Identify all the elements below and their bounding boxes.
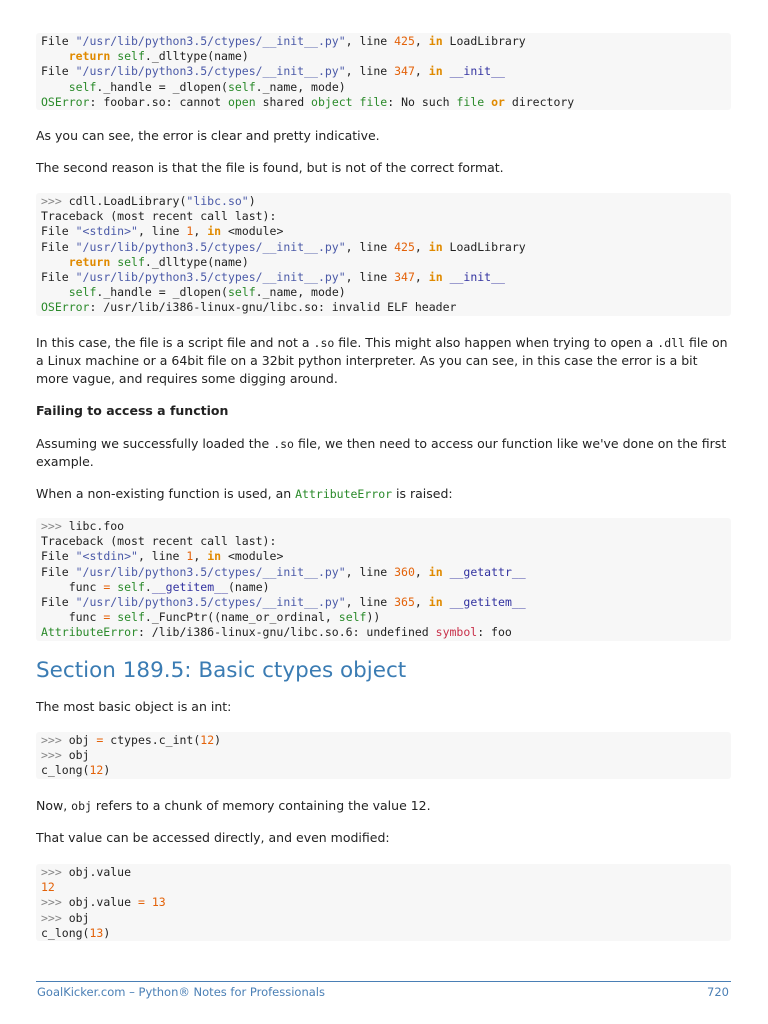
code-line: File "/usr/lib/python3.5/ctypes/__init__.py", line 347, in __init__ <box>41 269 505 284</box>
code-line: return self._dlltype(name) <box>68 49 249 64</box>
code-line: >>> obj = ctypes.c_int(12) <box>41 733 222 747</box>
code-line: File "/usr/lib/python3.5/ctypes/__init__.py", line 425, in LoadLibrary <box>41 239 526 254</box>
code-line: self._handle = _dlopen(self._name, mode) <box>68 79 346 94</box>
code-line: AttributeError: /lib/i386-linux-gnu/libc.so.6: undefined symbol: foo <box>41 625 512 640</box>
paragraph: In this case, the file is a script file and not a .so file. This might also happen when trying to open a .dll file on a Linux machine or a 64bit file on a 32bit python interpreter. As you can see, in this case the error is a bit more vague, and requires some digging around. <box>36 335 728 386</box>
code-line: self._handle = _dlopen(self._name, mode) <box>68 285 346 300</box>
code-line: File "/usr/lib/python3.5/ctypes/__init__.py", line 425, in LoadLibrary <box>41 34 526 48</box>
code-line: OSError: foobar.so: cannot open shared object file: No such file or directory <box>41 94 575 109</box>
code-line: >>> obj.value <box>41 865 132 879</box>
code-line: >>> obj <box>41 910 90 925</box>
section-title: Section 189.5: Basic ctypes object <box>36 658 407 683</box>
code-line: func = self.__getitem__(name) <box>41 579 270 594</box>
code-line: File "<stdin>", line 1, in <module> <box>41 549 284 564</box>
code-block-oserror-invalid-elf <box>36 193 731 316</box>
code-line: 12 <box>41 880 55 895</box>
code-line: File "/usr/lib/python3.5/ctypes/__init__.py", line 365, in __getitem__ <box>41 594 526 609</box>
code-block-oserror-not-found <box>36 33 731 110</box>
code-block-value-modify <box>36 864 731 941</box>
paragraph: That value can be accessed directly, and even modified: <box>36 830 390 845</box>
page-number: 720 <box>707 985 729 999</box>
footer-source-link[interactable]: GoalKicker.com – Python® Notes for Professionals <box>37 985 325 999</box>
code-line: >>> cdll.LoadLibrary("libc.so") <box>41 194 256 208</box>
code-line: >>> obj <box>41 748 90 763</box>
paragraph: The second reason is that the file is found, but is not of the correct format. <box>36 160 504 175</box>
page-footer <box>36 981 731 999</box>
code-line: >>> obj.value = 13 <box>41 895 166 910</box>
paragraph: The most basic object is an int: <box>36 699 232 714</box>
paragraph: Now, obj refers to a chunk of memory containing the value 12. <box>36 798 431 813</box>
code-block-attributeerror <box>36 518 731 641</box>
paragraph: As you can see, the error is clear and pretty indicative. <box>36 128 380 143</box>
code-line: >>> libc.foo <box>41 519 125 533</box>
code-line: c_long(12) <box>41 763 111 778</box>
code-line: Traceback (most recent call last): <box>41 209 277 224</box>
code-line: OSError: /usr/lib/i386-linux-gnu/libc.so: invalid ELF header <box>41 300 457 315</box>
code-line: File "<stdin>", line 1, in <module> <box>41 224 284 239</box>
paragraph: When a non-existing function is used, an AttributeError is raised: <box>36 486 453 501</box>
code-line: c_long(13) <box>41 925 111 940</box>
code-line: File "/usr/lib/python3.5/ctypes/__init__.py", line 347, in __init__ <box>41 64 505 79</box>
code-line: Traceback (most recent call last): <box>41 534 277 549</box>
paragraph: Assuming we successfully loaded the .so file, we then need to access our function like we've done on the first example. <box>36 436 727 469</box>
code-block-c-int <box>36 732 731 779</box>
code-line: File "/usr/lib/python3.5/ctypes/__init__.py", line 360, in __getattr__ <box>41 564 526 579</box>
code-line: return self._dlltype(name) <box>68 254 249 269</box>
subheading: Failing to access a function <box>36 403 229 418</box>
code-line: func = self._FuncPtr((name_or_ordinal, self)) <box>41 610 381 625</box>
